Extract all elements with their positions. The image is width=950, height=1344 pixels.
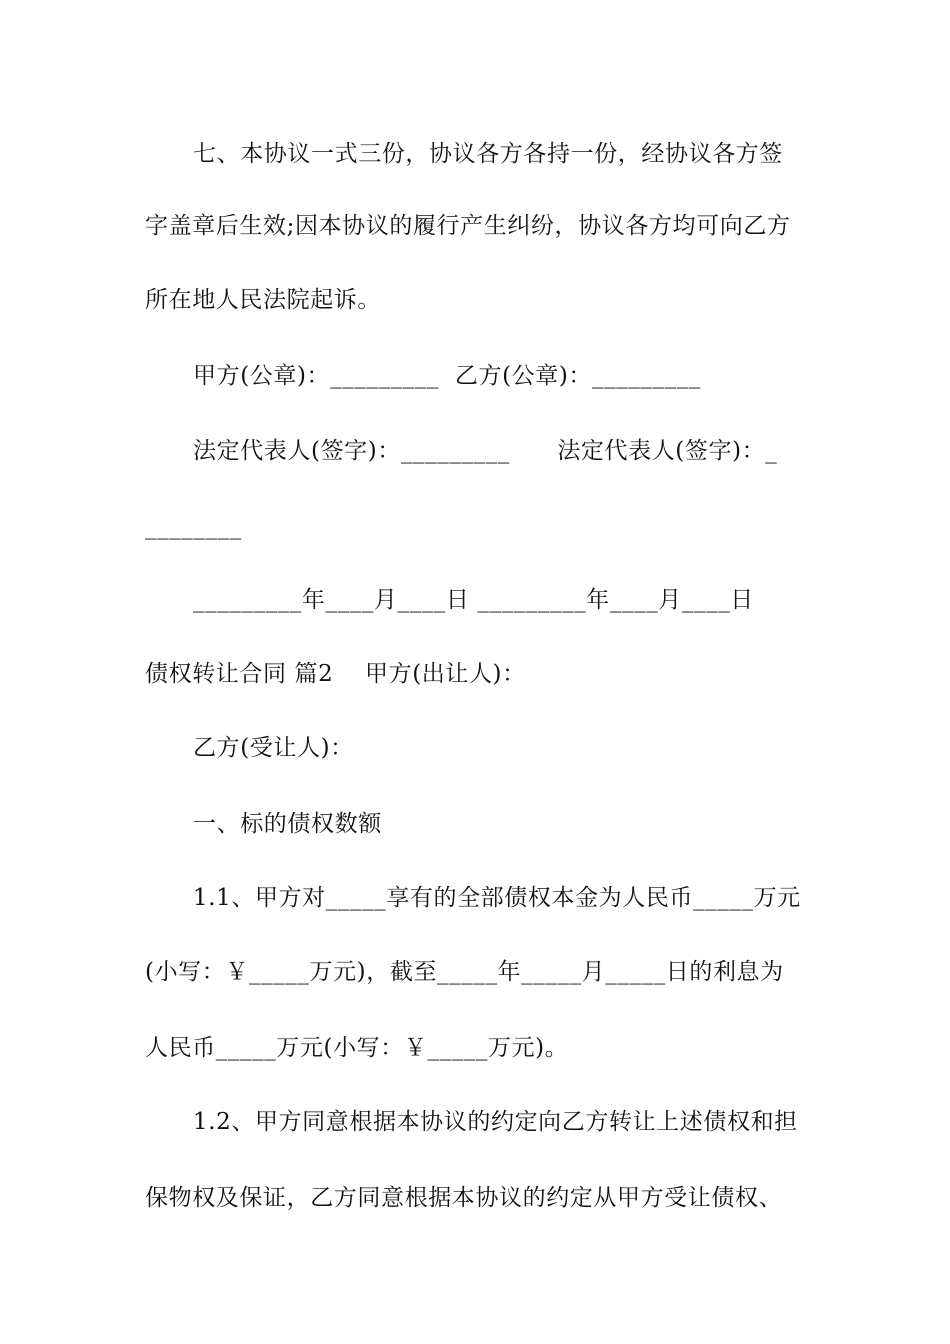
signature-line: 法定代表人(签字)：_________ 法定代表人(签字)：_ <box>193 438 778 464</box>
section-1-heading: 一、标的债权数额 <box>193 811 382 837</box>
signature-line-continued: ________ <box>145 514 242 540</box>
clause-1-1-line-3: 人民币_____万元(小写：￥_____万元)。 <box>145 1035 569 1061</box>
clause-7-line-1: 七、本协议一式三份，协议各方各持一份，经协议各方签 <box>193 141 783 167</box>
clause-7-line-3: 所在地人民法院起诉。 <box>145 287 381 313</box>
clause-1-1-line-1: 1.1、甲方对_____享有的全部债权本金为人民币_____万元 <box>193 885 801 911</box>
party-b-line: 乙方(受让人)： <box>193 735 354 761</box>
clause-1-2-line-1: 1.2、甲方同意根据本协议的约定向乙方转让上述债权和担 <box>193 1109 798 1135</box>
clause-1-2-line-2: 保物权及保证，乙方同意根据本协议的约定从甲方受让债权、 <box>145 1185 783 1211</box>
clause-1-1-line-2: (小写：￥_____万元)，截至_____年_____月_____日的利息为 <box>145 959 784 985</box>
contract-title-line: 债权转让合同 篇2 甲方(出让人)： <box>145 661 526 687</box>
clause-7-line-2: 字盖章后生效;因本协议的履行产生纠纷，协议各方均可向乙方 <box>145 213 791 239</box>
seal-line: 甲方(公章)：_________ 乙方(公章)：_________ <box>193 363 701 389</box>
date-line: _________年____月____日 _________年____月____日 <box>193 587 754 613</box>
